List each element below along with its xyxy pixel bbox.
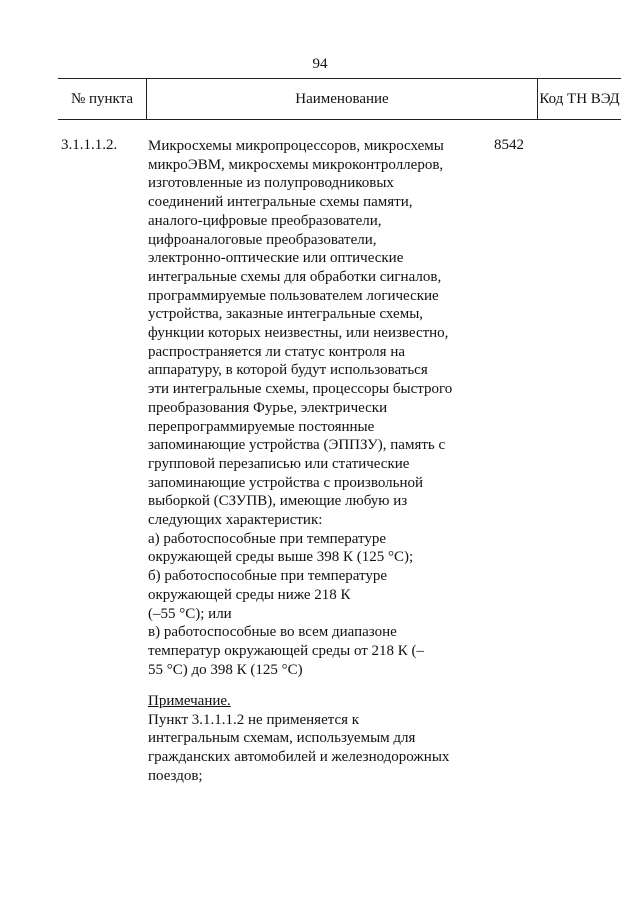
note-line: гражданских автомобилей и железнодорожных — [148, 749, 450, 766]
description-line: температур окружающей среды от 218 К (– — [148, 642, 425, 659]
description-line: электронно-оптические или оптические — [148, 250, 404, 267]
description-line: окружающей среды выше 398 К (125 °С); — [148, 549, 414, 566]
description-line: б) работоспособные при температуре — [148, 568, 388, 585]
description-line: Микросхемы микропроцессоров, микросхемы — [148, 138, 444, 154]
description-line: 55 °С) до 398 К (125 °С) — [148, 661, 303, 678]
note-line: интегральным схемам, используемым для — [148, 730, 416, 747]
table-header — [58, 78, 621, 120]
description-line: аппаратуру, в которой будут использоваться — [148, 362, 428, 379]
description-line: аналого-цифровые преобразователи, — [148, 212, 382, 229]
description-line: преобразования Фурье, электрически — [148, 399, 388, 416]
note-line: поездов; — [148, 767, 203, 784]
description-line: (–55 °С); или — [148, 605, 232, 622]
header-item-name: Наименование — [295, 91, 389, 107]
description-line: эти интегральные схемы, процессоры быстрого — [148, 381, 453, 398]
description-line: в) работоспособные во всем диапазоне — [148, 624, 397, 641]
description-line: групповой перезаписью или статические — [148, 455, 410, 472]
description-line: распространяется ли статус контроля на — [148, 343, 406, 360]
description-line: цифроаналоговые преобразователи, — [148, 231, 377, 248]
description-line: а) работоспособные при температуре — [148, 530, 387, 547]
note-title: Примечание. — [148, 693, 231, 709]
description-line: устройства, заказные интегральные схемы, — [148, 306, 424, 323]
description-line: программируемые пользователем логические — [148, 287, 439, 304]
item-description — [148, 137, 488, 679]
description-line: перепрограммируемые постоянные — [148, 418, 375, 435]
item-code: 8542 — [494, 137, 524, 153]
description-line: функции которых неизвестны, или неизвестно, — [148, 325, 449, 342]
description-line: следующих характеристик: — [148, 512, 323, 529]
description-line: интегральные схемы для обработки сигналов, — [148, 268, 442, 285]
item-number: 3.1.1.1.2. — [61, 137, 118, 153]
description-line: запоминающие устройства с произвольной — [148, 474, 424, 491]
description-line: изготовленные из полупроводниковых — [148, 175, 394, 192]
description-line: микроЭВМ, микросхемы микроконтроллеров, — [148, 156, 444, 173]
header-item-number: № пункта — [70, 91, 134, 107]
description-line: соединений интегральные схемы памяти, — [148, 194, 413, 211]
note-block — [148, 692, 488, 786]
description-line: выборкой (СЗУПВ), имеющие любую из — [148, 493, 408, 510]
description-line: окружающей среды ниже 218 К — [148, 586, 351, 603]
note-line: Пункт 3.1.1.1.2 не применяется к — [148, 711, 360, 728]
header-item-code: Код ТН ВЭД — [539, 91, 620, 107]
description-line: запоминающие устройства (ЭППЗУ), память с — [148, 437, 446, 454]
page-number: 94 — [312, 56, 328, 72]
